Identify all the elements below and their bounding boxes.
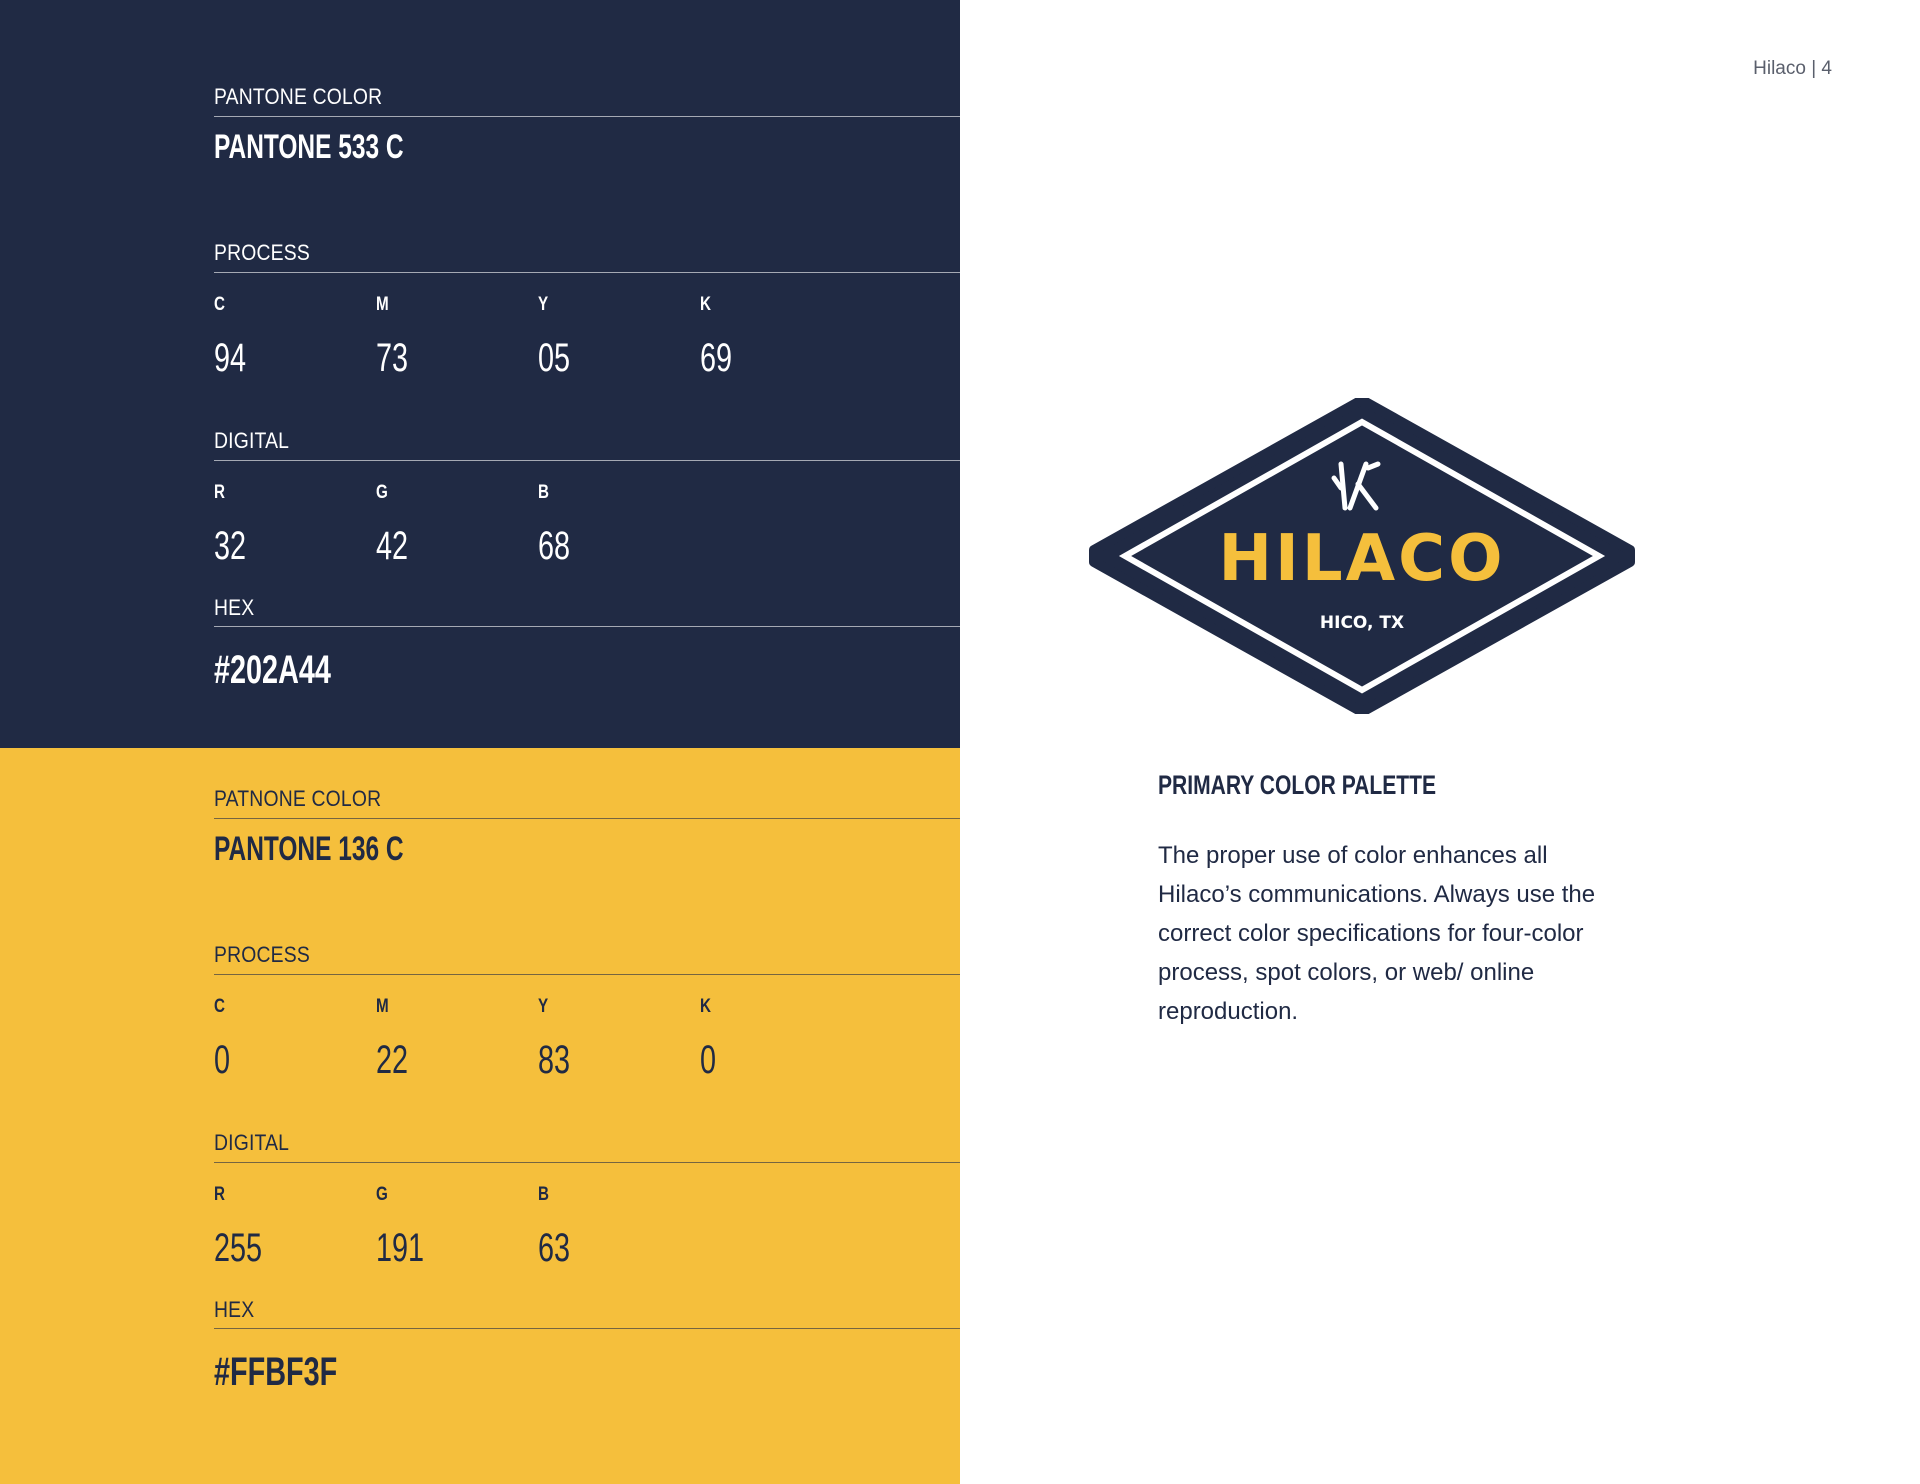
divider	[214, 460, 960, 461]
divider	[214, 272, 960, 273]
digital-b-letter: B	[538, 1184, 549, 1205]
process-label: PROCESS	[214, 240, 310, 265]
digital-g-letter: G	[376, 482, 388, 503]
yellow-swatch-panel	[0, 748, 960, 1484]
divider	[214, 818, 960, 819]
digital-r-value: 32	[214, 524, 247, 568]
divider	[214, 626, 960, 627]
process-m-value: 22	[376, 1038, 409, 1082]
divider	[214, 1162, 960, 1163]
process-m-letter: M	[376, 996, 389, 1017]
palette-description: The proper use of color enhances all Hilaco’s communications. Always use the correct color specifications for four-color process, spot colors, or web/ online reproduction.	[1158, 842, 1596, 1025]
digital-g-value: 42	[376, 524, 409, 568]
navy-swatch-panel	[0, 0, 960, 748]
pantone-color-label: PATNONE COLOR	[214, 786, 382, 811]
pantone-name: PANTONE 136 C	[214, 830, 404, 868]
digital-b-letter: B	[538, 482, 549, 503]
process-c-letter: C	[214, 996, 225, 1017]
digital-label: DIGITAL	[214, 1130, 290, 1155]
digital-g-value: 191	[376, 1226, 425, 1270]
process-m-value: 73	[376, 336, 409, 380]
process-c-letter: C	[214, 294, 225, 315]
process-y-letter: Y	[538, 294, 549, 315]
logo-location-text: HICO, TX	[1319, 613, 1405, 633]
digital-r-letter: R	[214, 482, 225, 503]
digital-b-value: 63	[538, 1226, 571, 1270]
digital-g-letter: G	[376, 1184, 388, 1205]
digital-label: DIGITAL	[214, 428, 290, 453]
hex-label: HEX	[214, 595, 255, 620]
process-k-letter: K	[700, 294, 711, 315]
process-k-letter: K	[700, 996, 711, 1017]
process-y-value: 83	[538, 1038, 571, 1082]
hex-label: HEX	[214, 1297, 255, 1322]
process-k-value: 69	[700, 336, 733, 380]
process-m-letter: M	[376, 294, 389, 315]
hex-value: #FFBF3F	[214, 1350, 338, 1394]
divider	[214, 116, 960, 117]
page-number: Hilaco | 4	[1753, 58, 1832, 79]
divider	[214, 974, 960, 975]
pantone-name: PANTONE 533 C	[214, 128, 404, 166]
pantone-color-label: PANTONE COLOR	[214, 84, 383, 109]
digital-r-value: 255	[214, 1226, 263, 1270]
hex-value: #202A44	[214, 648, 331, 692]
digital-b-value: 68	[538, 524, 571, 568]
process-y-letter: Y	[538, 996, 549, 1017]
process-k-value: 0	[700, 1038, 717, 1082]
palette-heading: PRIMARY COLOR PALETTE	[1158, 770, 1437, 800]
divider	[214, 1328, 960, 1329]
hilaco-logo	[1088, 398, 1636, 714]
logo-brand-text: HILACO	[1218, 522, 1506, 596]
process-c-value: 94	[214, 336, 247, 380]
digital-r-letter: R	[214, 1184, 225, 1205]
process-label: PROCESS	[214, 942, 310, 967]
process-c-value: 0	[214, 1038, 231, 1082]
process-y-value: 05	[538, 336, 571, 380]
